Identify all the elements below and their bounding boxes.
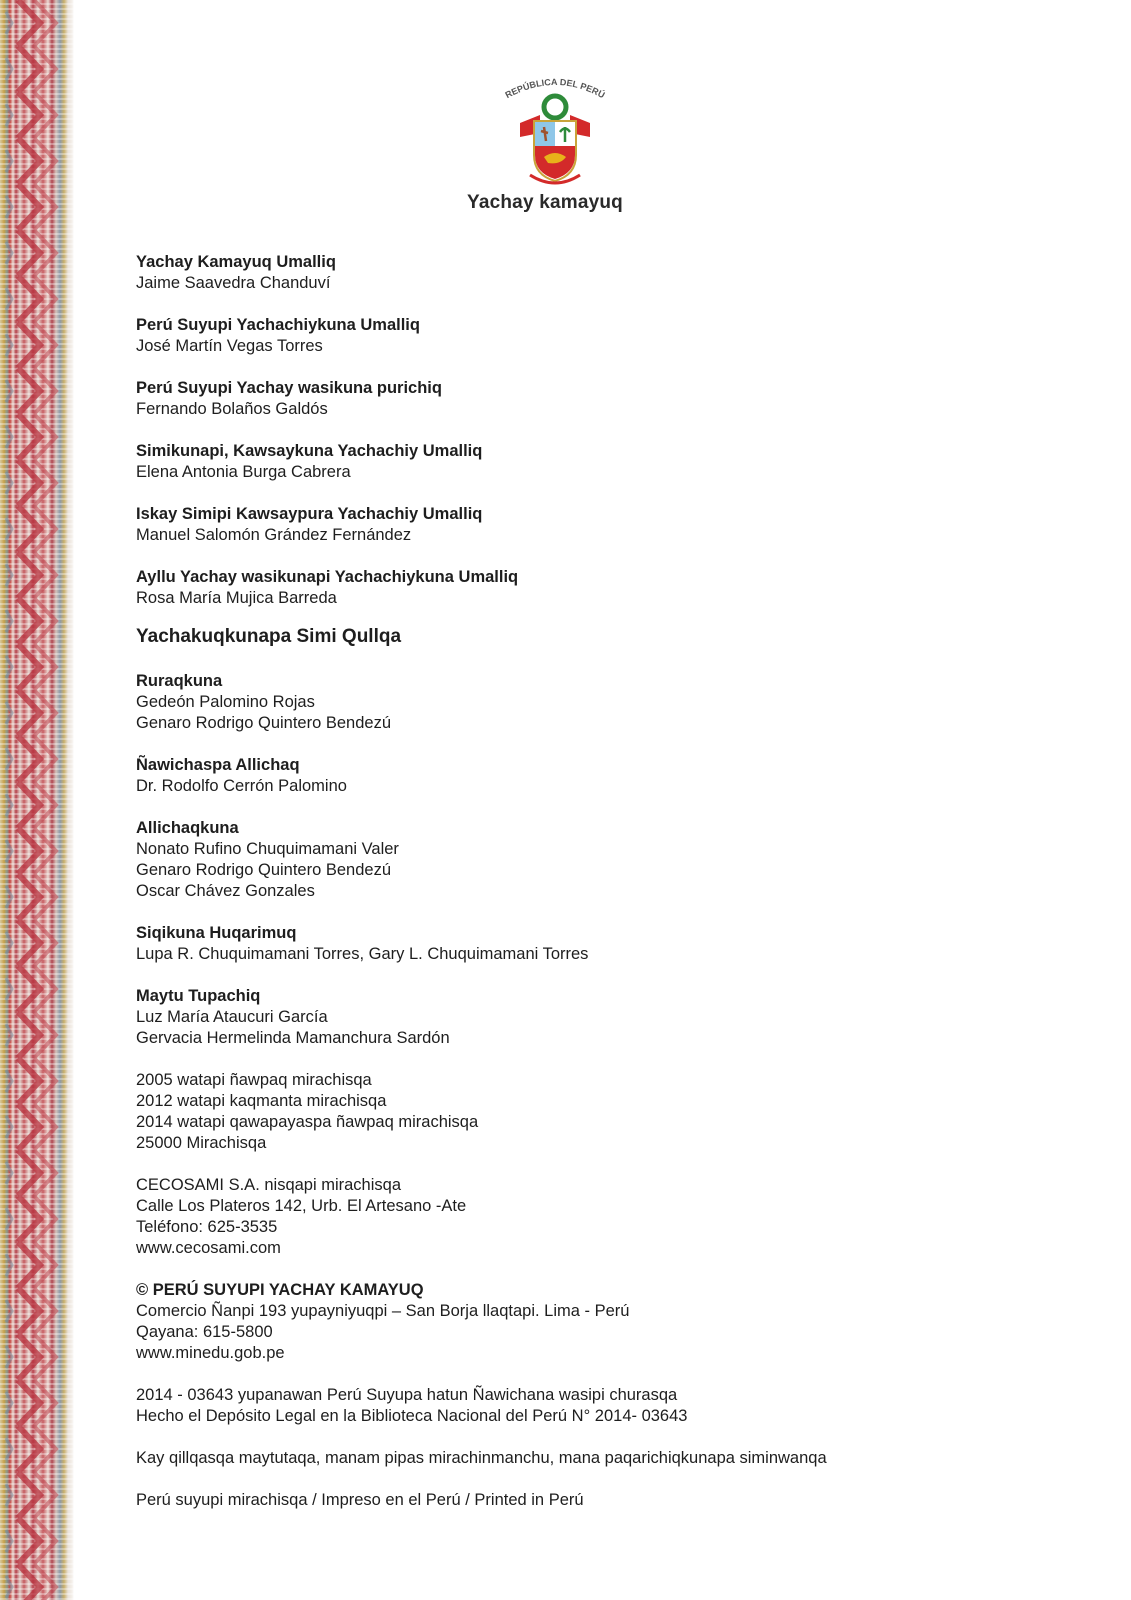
credit-block <box>136 504 996 546</box>
credit-title: Perú Suyupi Yachay wasikuna purichiq <box>136 379 442 397</box>
legal-deposit-line: 2014 - 03643 yupanawan Perú Suyupa hatun Ñawichana wasipi churasqa <box>136 1386 678 1404</box>
credit-title: Iskay Simipi Kawsaypura Yachachiy Umalliq <box>136 505 483 523</box>
credit-name: Rosa María Mujica Barreda <box>136 589 337 607</box>
copyright-website: www.minedu.gob.pe <box>136 1344 285 1362</box>
printer-website: www.cecosami.com <box>136 1239 281 1257</box>
team-name: Genaro Rodrigo Quintero Bendezú <box>136 714 391 732</box>
credit-block <box>136 441 996 483</box>
credit-title: Ayllu Yachay wasikunapi Yachachiykuna Umalliq <box>136 568 519 586</box>
team-name: Gedeón Palomino Rojas <box>136 693 315 711</box>
credit-block <box>136 315 996 357</box>
credit-title: Simikunapi, Kawsaykuna Yachachiy Umalliq <box>136 442 483 460</box>
edition-line: 25000 Mirachisqa <box>136 1134 267 1152</box>
ministry-name: Yachay kamayuq <box>467 192 623 213</box>
svg-text:REPÚBLICA DEL PERÚ: REPÚBLICA DEL PERÚ <box>503 76 607 101</box>
edition-line: 2012 watapi kaqmanta mirachisqa <box>136 1092 387 1110</box>
credit-name: Jaime Saavedra Chanduví <box>136 274 331 292</box>
textile-pattern <box>0 0 74 1600</box>
edition-line: 2014 watapi qawapayaspa ñawpaq mirachisqa <box>136 1113 479 1131</box>
copyright-line: Qayana: 615-5800 <box>136 1323 273 1341</box>
team-name: Nonato Rufino Chuquimamani Valer <box>136 840 399 858</box>
team-title: Maytu Tupachiq <box>136 987 261 1005</box>
team-block <box>136 818 996 902</box>
team-title: Ruraqkuna <box>136 672 223 690</box>
team-name: Gervacia Hermelinda Mamanchura Sardón <box>136 1029 450 1047</box>
credit-block <box>136 567 996 609</box>
copyright-block <box>136 1280 996 1364</box>
team-block <box>136 923 996 965</box>
section-title: Yachakuqkunapa Simi Qullqa <box>136 626 402 647</box>
team-name: Oscar Chávez Gonzales <box>136 882 315 900</box>
printed-in-text: Perú suyupi mirachisqa / Impreso en el Perú / Printed in Perú <box>136 1491 584 1509</box>
legal-deposit-line: Hecho el Depósito Legal en la Biblioteca Nacional del Perú N° 2014- 03643 <box>136 1407 688 1425</box>
credit-name: Elena Antonia Burga Cabrera <box>136 463 351 481</box>
printer-line: Teléfono: 625-3535 <box>136 1218 278 1236</box>
credit-name: Fernando Bolaños Galdós <box>136 400 328 418</box>
printed-in <box>136 1490 996 1511</box>
team-title: Allichaqkuna <box>136 819 239 837</box>
credit-name: Manuel Salomón Grández Fernández <box>136 526 412 544</box>
team-block <box>136 755 996 797</box>
rights-notice <box>136 1448 996 1469</box>
team-title: Siqikuna Huqarimuq <box>136 924 297 942</box>
credit-title: Yachay Kamayuq Umalliq <box>136 253 336 271</box>
edition-info <box>136 1070 996 1154</box>
team-name: Luz María Ataucuri García <box>136 1008 328 1026</box>
team-name: Dr. Rodolfo Cerrón Palomino <box>136 777 347 795</box>
team-block <box>136 986 996 1049</box>
credits-page <box>136 252 996 1532</box>
printer-line: Calle Los Plateros 142, Urb. El Artesano -Ate <box>136 1197 467 1215</box>
copyright-title: © PERÚ SUYUPI YACHAY KAMAYUQ <box>136 1281 424 1299</box>
peru-coat-of-arms-logo <box>500 75 610 190</box>
team-name: Genaro Rodrigo Quintero Bendezú <box>136 861 391 879</box>
printer-line: CECOSAMI S.A. nisqapi mirachisqa <box>136 1176 402 1194</box>
edition-line: 2005 watapi ñawpaq mirachisqa <box>136 1071 372 1089</box>
credit-title: Perú Suyupi Yachachiykuna Umalliq <box>136 316 420 334</box>
team-name: Lupa R. Chuquimamani Torres, Gary L. Chuquimamani Torres <box>136 945 589 963</box>
credit-name: José Martín Vegas Torres <box>136 337 323 355</box>
rights-text: Kay qillqasqa maytutaqa, manam pipas mirachinmanchu, mana paqarichiqkunapa siminwanqa <box>136 1449 827 1467</box>
printer-info <box>136 1175 996 1259</box>
team-title: Ñawichaspa Allichaq <box>136 756 300 774</box>
credit-block <box>136 252 996 294</box>
credit-block <box>136 378 996 420</box>
legal-deposit <box>136 1385 996 1427</box>
woven-textile-border <box>0 0 74 1600</box>
team-block <box>136 671 996 734</box>
copyright-line: Comercio Ñanpi 193 yupayniyuqpi – San Borja llaqtapi. Lima - Perú <box>136 1302 630 1320</box>
